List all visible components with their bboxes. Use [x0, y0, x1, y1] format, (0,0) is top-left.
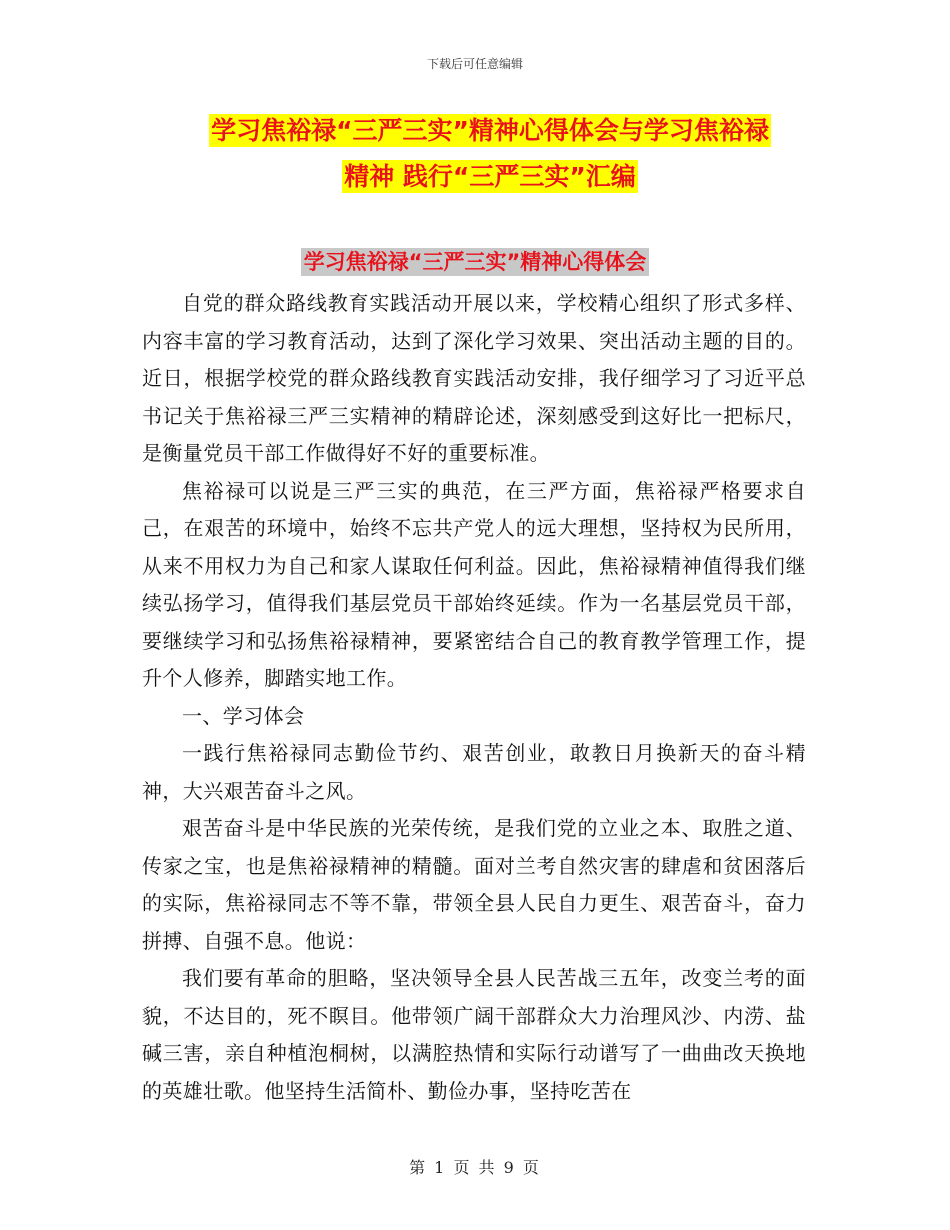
paragraph: 艰苦奋斗是中华民族的光荣传统，是我们党的立业之本、取胜之道、传家之宝，也是焦裕禄精神的精髓。面对兰考自然灾害的肆虐和贫困落后的实际，焦裕禄同志不等不靠，带领全县人民自力更生、艰苦奋斗，奋力拼搏、自强不息。他说： [142, 816, 806, 953]
paragraph: 一践行焦裕禄同志勤俭节约、艰苦创业，敢教日月换新天的奋斗精神，大兴艰苦奋斗之风。 [142, 741, 806, 803]
paragraph: 焦裕禄可以说是三严三实的典范，在三严方面，焦裕禄严格要求自己，在艰苦的环境中，始终不忘共产党人的远大理想，坚持权为民所用，从来不用权力为自己和家人谋取任何利益。因此，焦裕禄精神值得我们继续弘扬学习，值得我们基层党员干部始终延续。作为一名基层党员干部，要继续学习和弘扬焦裕禄精神，要紧密结合自己的教育教学管理工作，提升个人修养，脚踏实地工作。 [142, 478, 806, 690]
section-title [0, 246, 950, 276]
document-title-line-1: 学习焦裕禄“三严三实”精神心得体会与学习焦裕禄 [211, 116, 769, 145]
subheading: 一、学习体会 [182, 703, 305, 728]
paragraph: 自党的群众路线教育实践活动开展以来，学校精心组织了形式多样、内容丰富的学习教育活动，达到了深化学习效果、突出活动主题的目的。近日，根据学校党的群众路线教育实践活动安排，我仔细学习了习近平总书记关于焦裕禄三严三实精神的精辟论述，深刻感受到这好比一把标尺，是衡量党员干部工作做得好不好的重要标准。 [142, 291, 806, 465]
body-text [142, 285, 806, 1110]
header-note: 下载后可任意编辑 [426, 57, 523, 71]
document-title-line-2: 精神 践行“三严三实”汇编 [344, 162, 636, 191]
section-title-text: 学习焦裕禄“三严三实”精神心得体会 [301, 248, 650, 276]
page-number: 第 1 页 共 9 页 [409, 1158, 541, 1177]
document-title [140, 108, 840, 200]
paragraph: 我们要有革命的胆略，坚决领导全县人民苦战三五年，改变兰考的面貌，不达目的，死不瞑目。他带领广阔干部群众大力治理风沙、内涝、盐碱三害，亲自种植泡桐树，以满腔热情和实际行动谱写了一曲曲改天换地的英雄壮歌。他坚持生活简朴、勤俭办事，坚持吃苦在 [142, 966, 806, 1103]
